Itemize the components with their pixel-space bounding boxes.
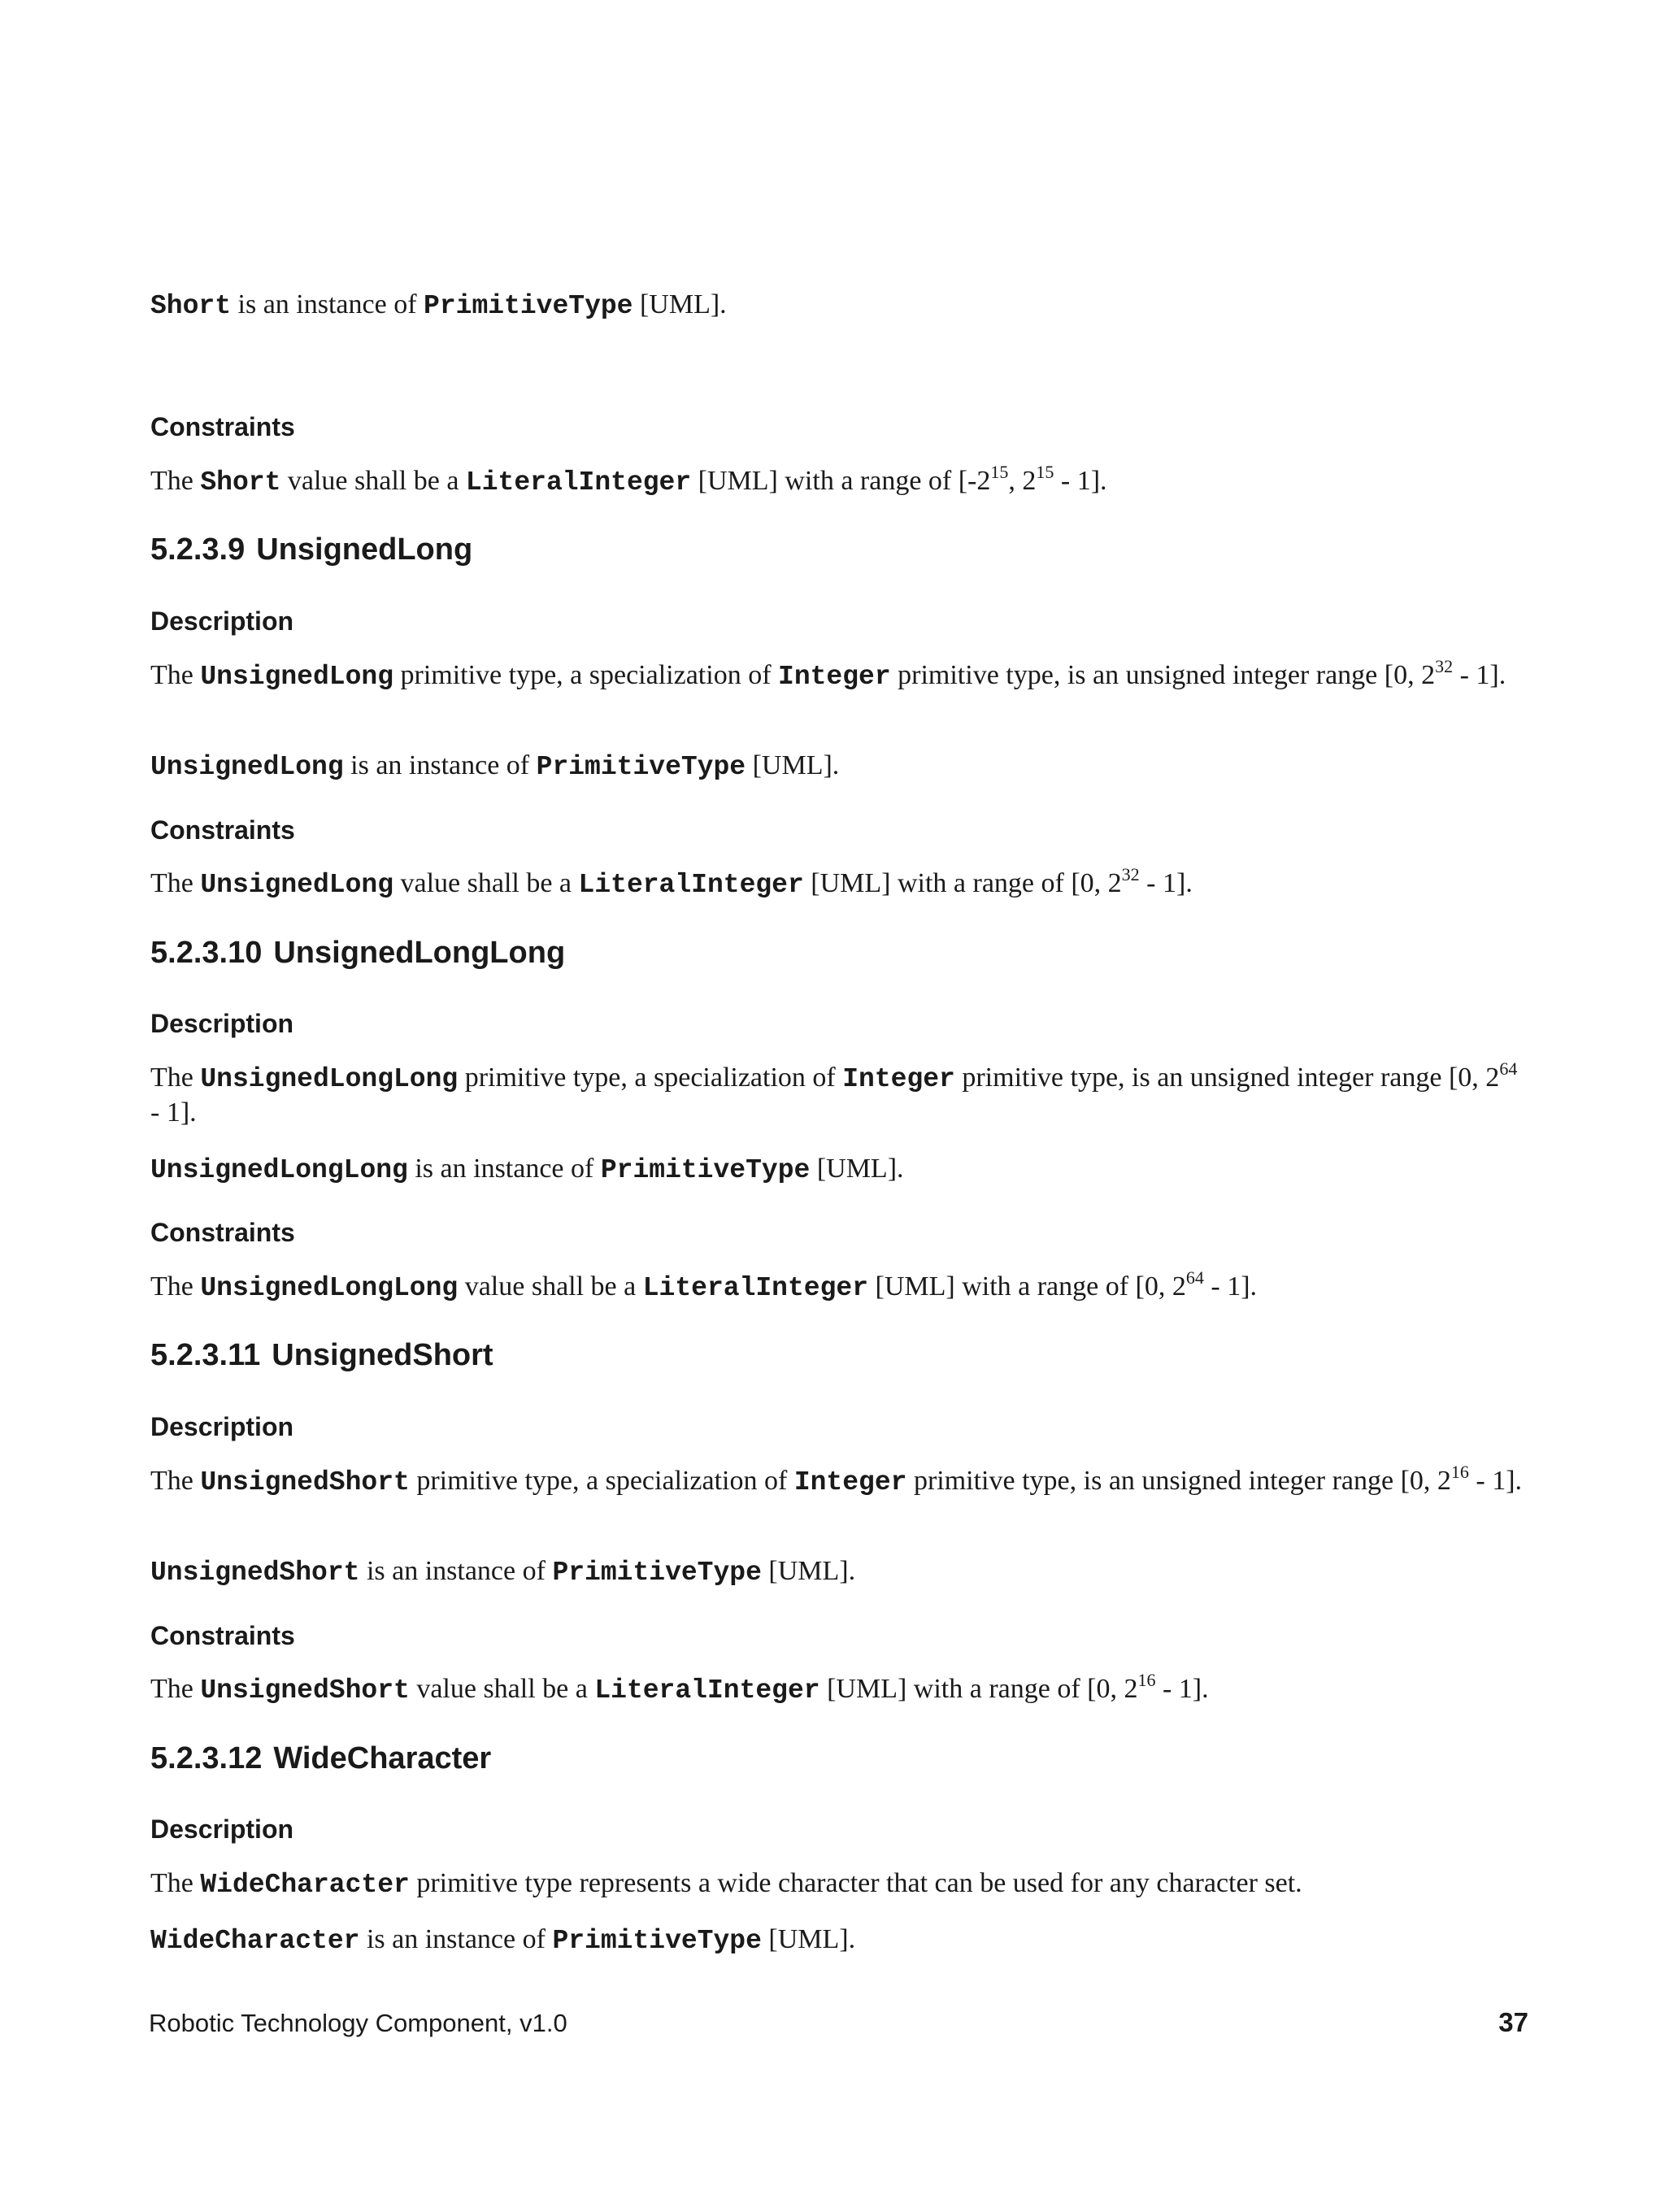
code-term: Integer — [778, 662, 891, 692]
code-term: UnsignedShort — [200, 1675, 410, 1706]
subheading-constraints: Constraints — [150, 1621, 295, 1650]
text: primitive type, is an unsigned integer range [0, 2 — [890, 660, 1436, 690]
superscript: 32 — [1121, 864, 1140, 884]
code-term: LiteralInteger — [642, 1273, 868, 1303]
section-heading-unsignedshort — [150, 1337, 493, 1373]
text: - 1]. — [1155, 1674, 1209, 1704]
code-term: LiteralInteger — [578, 870, 804, 900]
subheading-constraints: Constraints — [150, 412, 295, 441]
paragraph-unsignedlong-constraint — [150, 864, 1532, 902]
section-title: UnsignedShort — [272, 1338, 493, 1372]
section-title: UnsignedLongLong — [273, 936, 566, 970]
code-term: LiteralInteger — [465, 467, 692, 498]
subheading-constraints: Constraints — [150, 815, 295, 845]
text: [UML] with a range of [-2 — [691, 466, 991, 496]
code-term: LiteralInteger — [594, 1675, 820, 1706]
section-title: UnsignedLong — [256, 532, 473, 567]
paragraph-unsignedlonglong-instance — [150, 1152, 1532, 1187]
superscript: 16 — [1450, 1462, 1469, 1482]
section-heading-unsignedlong — [150, 532, 472, 567]
subheading-description: Description — [150, 1814, 294, 1844]
superscript: 32 — [1435, 656, 1454, 676]
code-term: PrimitiveType — [536, 752, 746, 782]
text: The — [150, 868, 201, 898]
code-term: Short — [150, 291, 232, 321]
text: , 2 — [1008, 466, 1037, 496]
code-term: WideCharacter — [150, 1926, 360, 1956]
text: primitive type, a specialization of — [458, 1063, 843, 1093]
text: [UML] with a range of [0, 2 — [803, 868, 1122, 898]
text: [UML] with a range of [0, 2 — [868, 1271, 1186, 1302]
superscript: 15 — [990, 462, 1009, 482]
subheading-description: Description — [150, 606, 294, 636]
text: The — [150, 1063, 201, 1093]
text: is an instance of — [231, 289, 424, 319]
text: primitive type, is an unsigned integer range [0, 2 — [906, 1466, 1451, 1496]
text: is an instance of — [359, 1556, 553, 1586]
code-term: PrimitiveType — [552, 1558, 762, 1588]
text: - 1]. — [1054, 466, 1107, 496]
code-term: Short — [200, 467, 281, 498]
section-number: 5.2.3.12 — [150, 1741, 263, 1775]
code-term: WideCharacter — [200, 1870, 410, 1900]
text: is an instance of — [407, 1154, 601, 1184]
text: is an instance of — [359, 1924, 553, 1954]
code-term: UnsignedLongLong — [200, 1064, 459, 1094]
footer-page-number: 37 — [1498, 2007, 1528, 2037]
paragraph-unsignedlong-instance — [150, 749, 1532, 784]
text: is an instance of — [343, 750, 537, 780]
subheading-constraints: Constraints — [150, 1218, 295, 1247]
text: value shall be a — [458, 1271, 643, 1302]
text: The — [150, 466, 201, 496]
section-number: 5.2.3.9 — [150, 532, 246, 567]
text: - 1]. — [150, 1097, 197, 1128]
code-term: UnsignedShort — [200, 1467, 410, 1497]
text: value shall be a — [409, 1674, 595, 1704]
text: [UML]. — [810, 1154, 904, 1184]
superscript: 64 — [1185, 1267, 1204, 1288]
paragraph-unsignedlonglong-constraint — [150, 1267, 1532, 1305]
code-term: UnsignedLongLong — [200, 1273, 459, 1303]
text: - 1]. — [1139, 868, 1193, 898]
text: - 1]. — [1203, 1271, 1258, 1302]
text: - 1]. — [1453, 660, 1506, 690]
paragraph-unsignedshort-constraint — [150, 1672, 1532, 1707]
code-term: UnsignedShort — [150, 1558, 360, 1588]
section-number: 5.2.3.11 — [150, 1338, 261, 1372]
text: value shall be a — [280, 466, 466, 496]
text: primitive type represents a wide character that can be used for any character set. — [409, 1868, 1302, 1898]
code-term: PrimitiveType — [552, 1926, 762, 1956]
text: [UML]. — [761, 1556, 856, 1586]
section-heading-unsignedlonglong — [150, 935, 565, 971]
text: The — [150, 660, 201, 690]
paragraph-short-constraint — [150, 464, 1532, 499]
text: [UML]. — [761, 1924, 856, 1954]
paragraph-unsignedlonglong-description — [150, 1058, 1532, 1129]
text: [UML] with a range of [0, 2 — [819, 1674, 1138, 1704]
code-term: UnsignedLong — [200, 870, 393, 900]
paragraph-unsignedlong-description — [150, 658, 1532, 693]
subheading-description: Description — [150, 1412, 294, 1441]
text: The — [150, 1868, 201, 1898]
code-term: Integer — [793, 1467, 907, 1497]
section-heading-widecharacter — [150, 1740, 491, 1776]
paragraph-unsignedshort-description — [150, 1464, 1532, 1499]
code-term: UnsignedLong — [200, 662, 393, 692]
text: value shall be a — [393, 868, 579, 898]
superscript: 15 — [1036, 462, 1054, 482]
code-term: PrimitiveType — [600, 1155, 811, 1185]
code-term: UnsignedLongLong — [150, 1155, 408, 1185]
paragraph-short-instance — [150, 288, 1532, 323]
text: The — [150, 1271, 201, 1302]
paragraph-unsignedshort-instance — [150, 1554, 1532, 1589]
text: - 1]. — [1468, 1466, 1523, 1496]
text: primitive type, is an unsigned integer range [0, 2 — [954, 1063, 1500, 1093]
paragraph-widecharacter-description — [150, 1867, 1532, 1901]
text: [UML]. — [746, 750, 840, 780]
text: The — [150, 1466, 201, 1496]
code-term: PrimitiveType — [424, 291, 633, 321]
footer-doc-title: Robotic Technology Component, v1.0 — [149, 2009, 567, 2037]
subheading-description: Description — [150, 1009, 294, 1038]
section-title: WideCharacter — [273, 1741, 492, 1775]
superscript: 16 — [1137, 1670, 1156, 1690]
paragraph-widecharacter-instance — [150, 1923, 1532, 1958]
text: The — [150, 1674, 201, 1704]
text: [UML]. — [633, 289, 727, 319]
text: primitive type, a specialization of — [409, 1466, 794, 1496]
text: primitive type, a specialization of — [393, 660, 779, 690]
section-number: 5.2.3.10 — [150, 936, 263, 970]
superscript: 64 — [1499, 1058, 1518, 1079]
code-term: Integer — [842, 1064, 955, 1094]
code-term: UnsignedLong — [150, 752, 344, 782]
